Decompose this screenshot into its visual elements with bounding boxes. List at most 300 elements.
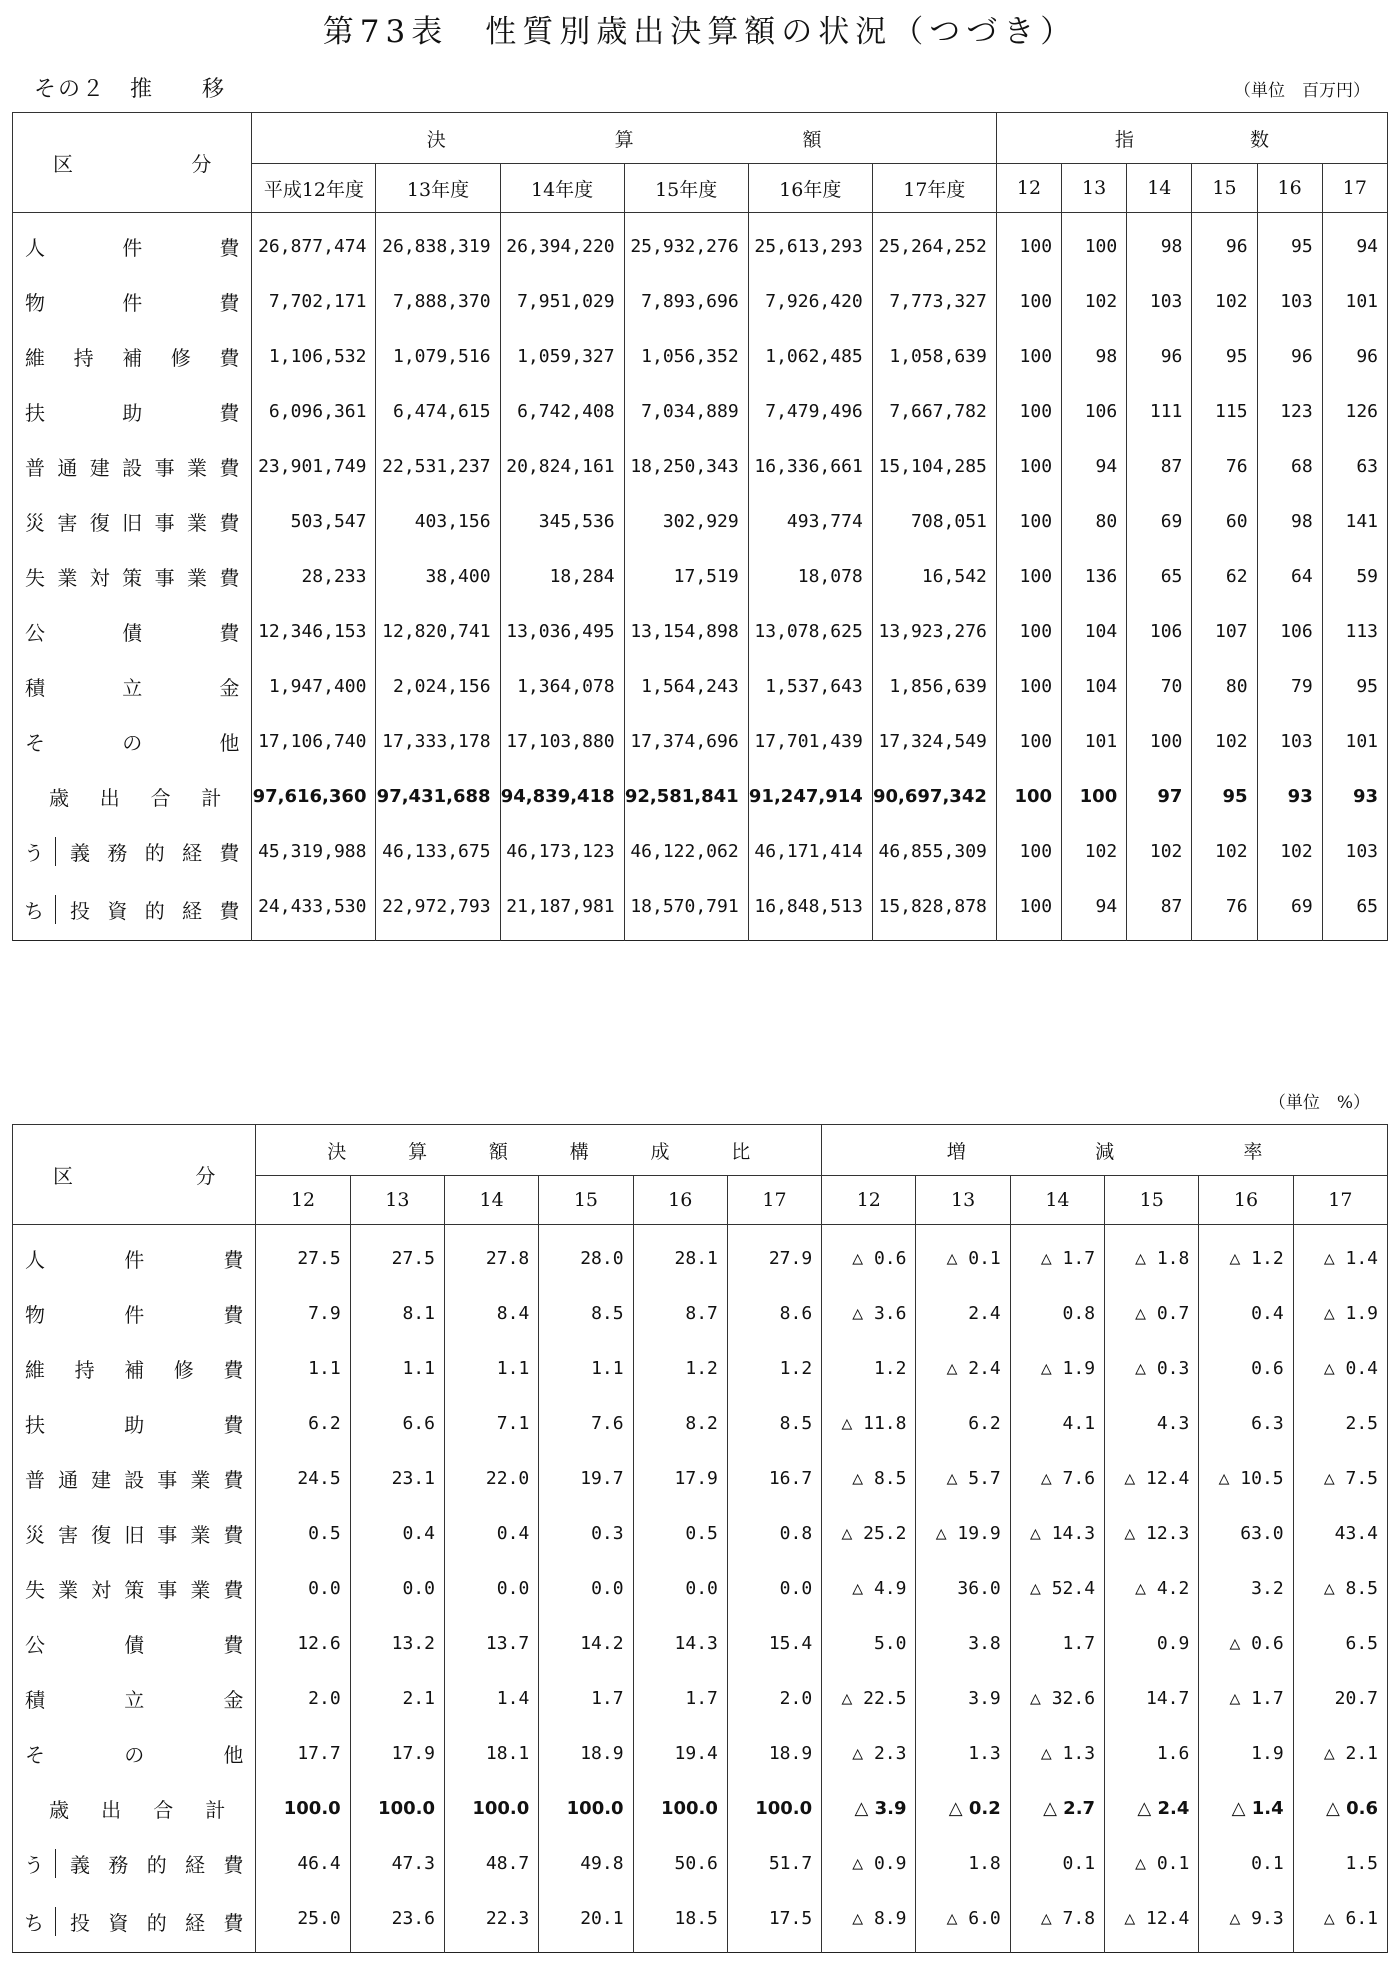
table-row xyxy=(13,494,1388,549)
ratio-cell: 1.1 xyxy=(444,1341,538,1396)
row-label-char: 事 xyxy=(154,511,175,535)
index-cell: 102 xyxy=(1192,824,1257,879)
row-label-char: 積 xyxy=(25,676,45,700)
ratio-cell: 0.3 xyxy=(539,1506,633,1561)
index-cell: 102 xyxy=(1062,824,1127,879)
row-label-char: 公 xyxy=(25,1633,45,1657)
table-row xyxy=(13,1341,1388,1396)
index-cell: 87 xyxy=(1127,879,1192,941)
index-cell: 69 xyxy=(1127,494,1192,549)
ratio-cell: 47.3 xyxy=(350,1836,444,1891)
row-label-char: 公 xyxy=(25,621,45,645)
change-cell: △ 0.2 xyxy=(916,1781,1010,1836)
index-cell: 103 xyxy=(1257,274,1322,329)
ratio-cell: 19.4 xyxy=(633,1726,727,1781)
row-label-char: 件 xyxy=(122,291,143,315)
index-cell: 103 xyxy=(1257,714,1322,769)
amount-cell: 97,431,688 xyxy=(376,769,500,824)
ratio-cell: 23.6 xyxy=(350,1891,444,1953)
change-cell: △ 12.3 xyxy=(1105,1506,1199,1561)
amount-cell: 90,697,342 xyxy=(872,769,996,824)
ratio-cell: 17.7 xyxy=(256,1726,350,1781)
amount-cell: 92,581,841 xyxy=(624,769,748,824)
row-label-char: 積 xyxy=(25,1688,45,1712)
amount-cell: 46,173,123 xyxy=(500,824,624,879)
ratio-cell: 100.0 xyxy=(539,1781,633,1836)
row-label-char: 対 xyxy=(91,1578,112,1602)
change-cell: △ 0.3 xyxy=(1105,1341,1199,1396)
index-cell: 87 xyxy=(1127,439,1192,494)
section-subtitle: その２ 推 移 xyxy=(34,77,227,102)
row-label-char: 助 xyxy=(122,401,143,425)
row-label-char: の xyxy=(124,1743,145,1767)
table-row xyxy=(13,1671,1388,1726)
row-label-char: 費 xyxy=(223,1358,244,1382)
row-label-char: 金 xyxy=(219,676,240,700)
amount-cell: 17,701,439 xyxy=(748,714,872,769)
ratio-cell: 1.7 xyxy=(633,1671,727,1726)
amount-cell: 302,929 xyxy=(624,494,748,549)
row-label-char: 費 xyxy=(223,1578,244,1602)
ratio-cell: 18.1 xyxy=(444,1726,538,1781)
header-year: 16年度 xyxy=(748,164,872,213)
row-label xyxy=(13,213,252,275)
change-cell: △ 25.2 xyxy=(822,1506,916,1561)
amount-cell: 17,103,880 xyxy=(500,714,624,769)
index-cell: 65 xyxy=(1127,549,1192,604)
row-label-char: 立 xyxy=(122,676,143,700)
change-cell: △ 19.9 xyxy=(916,1506,1010,1561)
amount-cell: 1,079,516 xyxy=(376,329,500,384)
header-char: 数 xyxy=(1249,128,1269,151)
amount-cell: 7,888,370 xyxy=(376,274,500,329)
amount-cell: 25,613,293 xyxy=(748,213,872,275)
index-cell: 93 xyxy=(1322,769,1387,824)
header-kubun xyxy=(13,1125,256,1225)
amount-cell: 493,774 xyxy=(748,494,872,549)
amount-cell: 22,972,793 xyxy=(376,879,500,941)
amount-cell: 26,838,319 xyxy=(376,213,500,275)
change-cell: △ 1.4 xyxy=(1199,1781,1293,1836)
ratio-cell: 0.4 xyxy=(444,1506,538,1561)
row-label xyxy=(13,494,252,549)
row-label-char: 費 xyxy=(223,1468,244,1492)
amount-cell: 15,828,878 xyxy=(872,879,996,941)
ratio-cell: 18.9 xyxy=(539,1726,633,1781)
index-cell: 126 xyxy=(1322,384,1387,439)
amount-cell: 7,667,782 xyxy=(872,384,996,439)
row-label-char: 人 xyxy=(25,236,45,260)
amount-cell: 7,702,171 xyxy=(252,274,376,329)
row-label-char: 補 xyxy=(124,1358,145,1382)
row-label-char: 害 xyxy=(58,1523,79,1547)
change-cell: △ 1.8 xyxy=(1105,1225,1199,1287)
row-label-char: 件 xyxy=(122,236,143,260)
header-char: 減 xyxy=(1095,1140,1115,1163)
row-label-char: 費 xyxy=(223,1303,244,1327)
amount-cell: 503,547 xyxy=(252,494,376,549)
ratio-cell: 46.4 xyxy=(256,1836,350,1891)
header-char: 額 xyxy=(488,1140,508,1163)
amount-cell: 24,433,530 xyxy=(252,879,376,941)
index-cell: 100 xyxy=(996,604,1061,659)
row-label xyxy=(13,1671,256,1726)
change-cell: △ 1.4 xyxy=(1293,1225,1387,1287)
row-label xyxy=(13,1451,256,1506)
amount-cell: 7,034,889 xyxy=(624,384,748,439)
index-cell: 65 xyxy=(1322,879,1387,941)
row-label-char: 通 xyxy=(57,456,78,480)
amount-cell: 13,154,898 xyxy=(624,604,748,659)
row-label-char: 維 xyxy=(25,346,45,370)
ratio-cell: 51.7 xyxy=(727,1836,821,1891)
ratio-cell: 1.1 xyxy=(350,1341,444,1396)
header-char: 決 xyxy=(426,128,446,151)
amount-cell: 20,824,161 xyxy=(500,439,624,494)
amount-cell: 16,848,513 xyxy=(748,879,872,941)
index-cell: 59 xyxy=(1322,549,1387,604)
composition-change-table xyxy=(12,1124,1388,1953)
ratio-cell: 8.2 xyxy=(633,1396,727,1451)
change-cell: △ 22.5 xyxy=(822,1671,916,1726)
index-cell: 106 xyxy=(1257,604,1322,659)
row-label-char: 旧 xyxy=(122,511,143,535)
row-label-char: 対 xyxy=(89,566,110,590)
index-cell: 69 xyxy=(1257,879,1322,941)
index-cell: 102 xyxy=(1062,274,1127,329)
change-cell: △ 1.2 xyxy=(1199,1225,1293,1287)
index-cell: 68 xyxy=(1257,439,1322,494)
change-cell: △ 52.4 xyxy=(1010,1561,1104,1616)
row-label-char: 人 xyxy=(25,1248,45,1272)
row-label-char: 補 xyxy=(122,346,143,370)
row-label-char: 計 xyxy=(201,786,222,810)
ratio-cell: 1.2 xyxy=(633,1341,727,1396)
ratio-cell: 7.6 xyxy=(539,1396,633,1451)
index-cell: 93 xyxy=(1257,769,1322,824)
amount-cell: 6,474,615 xyxy=(376,384,500,439)
change-cell: 3.9 xyxy=(916,1671,1010,1726)
header-group-change xyxy=(822,1125,1388,1176)
header-kubun-char: 分 xyxy=(191,152,212,176)
amount-cell: 46,133,675 xyxy=(376,824,500,879)
index-cell: 100 xyxy=(996,769,1061,824)
index-cell: 106 xyxy=(1062,384,1127,439)
index-cell: 102 xyxy=(1257,824,1322,879)
row-label-char: 業 xyxy=(190,1523,211,1547)
change-cell: 4.3 xyxy=(1105,1396,1199,1451)
amount-cell: 25,264,252 xyxy=(872,213,996,275)
index-cell: 104 xyxy=(1062,659,1127,714)
index-cell: 100 xyxy=(996,329,1061,384)
index-cell: 113 xyxy=(1322,604,1387,659)
ratio-cell: 7.1 xyxy=(444,1396,538,1451)
header-char: 算 xyxy=(614,128,634,151)
ratio-cell: 22.0 xyxy=(444,1451,538,1506)
change-cell: △ 1.9 xyxy=(1010,1341,1104,1396)
index-cell: 98 xyxy=(1257,494,1322,549)
change-cell: △ 1.7 xyxy=(1010,1225,1104,1287)
amount-cell: 13,923,276 xyxy=(872,604,996,659)
table-row xyxy=(13,329,1388,384)
table-row xyxy=(13,1396,1388,1451)
header-char: 指 xyxy=(1114,128,1134,151)
ratio-cell: 1.2 xyxy=(727,1341,821,1396)
row-label-char: 扶 xyxy=(25,401,45,425)
index-cell: 102 xyxy=(1127,824,1192,879)
index-cell: 123 xyxy=(1257,384,1322,439)
row-label-char: 業 xyxy=(190,1578,211,1602)
table-row xyxy=(13,1286,1388,1341)
index-cell: 96 xyxy=(1127,329,1192,384)
index-cell: 100 xyxy=(996,824,1061,879)
index-cell: 76 xyxy=(1192,439,1257,494)
amount-cell: 1,564,243 xyxy=(624,659,748,714)
amount-cell: 13,078,625 xyxy=(748,604,872,659)
header-char: 増 xyxy=(946,1140,966,1163)
expenditure-amount-table xyxy=(12,112,1388,941)
row-label xyxy=(13,604,252,659)
row-label-char: 維 xyxy=(25,1358,45,1382)
row-label xyxy=(13,439,252,494)
ratio-cell: 100.0 xyxy=(350,1781,444,1836)
table-row xyxy=(13,384,1388,439)
row-label xyxy=(13,549,252,604)
ratio-cell: 0.4 xyxy=(350,1506,444,1561)
index-cell: 115 xyxy=(1192,384,1257,439)
change-cell: △ 12.4 xyxy=(1105,1451,1199,1506)
amount-cell: 1,537,643 xyxy=(748,659,872,714)
header-year: 14 xyxy=(1010,1176,1104,1225)
amount-cell: 2,024,156 xyxy=(376,659,500,714)
header-year: 13 xyxy=(1062,164,1127,213)
index-cell: 100 xyxy=(996,879,1061,941)
row-label-char: 持 xyxy=(73,346,94,370)
header-year: 15 xyxy=(539,1176,633,1225)
header-char: 比 xyxy=(731,1140,751,1163)
amount-cell: 1,106,532 xyxy=(252,329,376,384)
change-cell: 0.9 xyxy=(1105,1616,1199,1671)
row-label-char: 計 xyxy=(205,1798,226,1822)
row-label-char: 業 xyxy=(186,456,207,480)
change-cell: 0.4 xyxy=(1199,1286,1293,1341)
row-label-char: 費 xyxy=(223,1633,244,1657)
total-row xyxy=(13,1781,1388,1836)
index-cell: 98 xyxy=(1062,329,1127,384)
sub-row xyxy=(13,879,1388,941)
uchi-char: う xyxy=(24,841,44,865)
change-cell: △ 1.3 xyxy=(1010,1726,1104,1781)
header-year: 13 xyxy=(350,1176,444,1225)
row-label-char: 持 xyxy=(74,1358,95,1382)
change-cell: △ 9.3 xyxy=(1199,1891,1293,1953)
header-kubun-char: 分 xyxy=(195,1164,216,1188)
index-cell: 100 xyxy=(996,659,1061,714)
ratio-cell: 20.1 xyxy=(539,1891,633,1953)
change-cell: △ 0.6 xyxy=(822,1225,916,1287)
ratio-cell: 14.3 xyxy=(633,1616,727,1671)
row-label xyxy=(13,1341,256,1396)
row-label-char: 通 xyxy=(58,1468,79,1492)
index-cell: 94 xyxy=(1322,213,1387,275)
index-cell: 94 xyxy=(1062,879,1127,941)
amount-cell: 17,106,740 xyxy=(252,714,376,769)
change-cell: △ 0.9 xyxy=(822,1836,916,1891)
amount-cell: 46,122,062 xyxy=(624,824,748,879)
sub-row xyxy=(13,824,1388,879)
change-cell: △ 8.5 xyxy=(1293,1561,1387,1616)
change-cell: △ 0.4 xyxy=(1293,1341,1387,1396)
change-cell: 1.3 xyxy=(916,1726,1010,1781)
ratio-cell: 8.4 xyxy=(444,1286,538,1341)
amount-cell: 45,319,988 xyxy=(252,824,376,879)
change-cell: △ 0.1 xyxy=(1105,1836,1199,1891)
amount-cell: 46,171,414 xyxy=(748,824,872,879)
index-cell: 76 xyxy=(1192,879,1257,941)
change-cell: △ 2.1 xyxy=(1293,1726,1387,1781)
amount-cell: 21,187,981 xyxy=(500,879,624,941)
index-cell: 100 xyxy=(996,549,1061,604)
row-label-char: 的 xyxy=(144,899,165,923)
row-label-char: 業 xyxy=(186,511,207,535)
amount-cell: 94,839,418 xyxy=(500,769,624,824)
row-label-char: 合 xyxy=(150,786,171,810)
ratio-cell: 0.0 xyxy=(539,1561,633,1616)
ratio-cell: 0.0 xyxy=(350,1561,444,1616)
row-label-char: 経 xyxy=(182,899,203,923)
amount-cell: 403,156 xyxy=(376,494,500,549)
row-label xyxy=(13,384,252,439)
ratio-cell: 0.0 xyxy=(633,1561,727,1616)
ratio-cell: 8.5 xyxy=(727,1396,821,1451)
change-cell: 0.1 xyxy=(1199,1836,1293,1891)
ratio-cell: 8.6 xyxy=(727,1286,821,1341)
row-label xyxy=(13,329,252,384)
index-cell: 106 xyxy=(1127,604,1192,659)
row-label-char: 業 xyxy=(57,566,78,590)
change-cell: 1.8 xyxy=(916,1836,1010,1891)
ratio-cell: 13.2 xyxy=(350,1616,444,1671)
ratio-cell: 23.1 xyxy=(350,1451,444,1506)
index-cell: 100 xyxy=(996,213,1061,275)
amount-cell: 16,336,661 xyxy=(748,439,872,494)
ratio-cell: 18.5 xyxy=(633,1891,727,1953)
row-label-char: そ xyxy=(25,731,45,755)
header-year: 平成12年度 xyxy=(252,164,376,213)
row-label-char: 義 xyxy=(70,841,90,865)
index-cell: 104 xyxy=(1062,604,1127,659)
index-cell: 111 xyxy=(1127,384,1192,439)
amount-cell: 38,400 xyxy=(376,549,500,604)
change-cell: △ 7.5 xyxy=(1293,1451,1387,1506)
ratio-cell: 27.5 xyxy=(350,1225,444,1287)
change-cell: △ 10.5 xyxy=(1199,1451,1293,1506)
header-char: 構 xyxy=(569,1140,589,1163)
index-cell: 100 xyxy=(996,439,1061,494)
change-cell: 5.0 xyxy=(822,1616,916,1671)
row-label-char: 債 xyxy=(124,1633,145,1657)
row-label-char: 失 xyxy=(25,566,45,590)
row-label-char: 復 xyxy=(89,511,110,535)
change-cell: △ 14.3 xyxy=(1010,1506,1104,1561)
row-label-char: 事 xyxy=(154,456,175,480)
index-cell: 101 xyxy=(1322,274,1387,329)
change-cell: △ 8.5 xyxy=(822,1451,916,1506)
row-label-char: 助 xyxy=(124,1413,145,1437)
row-label-char: 修 xyxy=(170,346,191,370)
row-label xyxy=(13,1616,256,1671)
change-cell: 63.0 xyxy=(1199,1506,1293,1561)
header-year: 15 xyxy=(1105,1176,1199,1225)
index-cell: 95 xyxy=(1257,213,1322,275)
change-cell: 43.4 xyxy=(1293,1506,1387,1561)
row-label-char: 債 xyxy=(122,621,143,645)
header-year: 13 xyxy=(916,1176,1010,1225)
amount-cell: 7,926,420 xyxy=(748,274,872,329)
change-cell: △ 0.6 xyxy=(1199,1616,1293,1671)
change-cell: △ 6.1 xyxy=(1293,1891,1387,1953)
row-label xyxy=(13,879,252,941)
change-cell: 1.2 xyxy=(822,1341,916,1396)
row-label-char: 旧 xyxy=(124,1523,145,1547)
row-label-char: 業 xyxy=(190,1468,211,1492)
row-label-char: 普 xyxy=(25,1468,45,1492)
row-label xyxy=(13,659,252,714)
index-cell: 103 xyxy=(1322,824,1387,879)
row-label-char: 建 xyxy=(91,1468,112,1492)
ratio-cell: 15.4 xyxy=(727,1616,821,1671)
row-label-char: 的 xyxy=(146,1853,167,1877)
amount-cell: 26,394,220 xyxy=(500,213,624,275)
header-group-index xyxy=(996,113,1387,164)
index-cell: 79 xyxy=(1257,659,1322,714)
row-label-char: 復 xyxy=(91,1523,112,1547)
row-label-char: 物 xyxy=(25,291,45,315)
change-cell: △ 11.8 xyxy=(822,1396,916,1451)
ratio-cell: 0.0 xyxy=(444,1561,538,1616)
ratio-cell: 22.3 xyxy=(444,1891,538,1953)
ratio-cell: 50.6 xyxy=(633,1836,727,1891)
ratio-cell: 27.5 xyxy=(256,1225,350,1287)
ratio-cell: 17.5 xyxy=(727,1891,821,1953)
table-row xyxy=(13,1561,1388,1616)
row-label-char: 資 xyxy=(107,899,128,923)
index-cell: 60 xyxy=(1192,494,1257,549)
row-label-char: 費 xyxy=(219,899,240,923)
amount-cell: 17,374,696 xyxy=(624,714,748,769)
ratio-cell: 8.7 xyxy=(633,1286,727,1341)
row-label-char: 修 xyxy=(173,1358,194,1382)
index-cell: 141 xyxy=(1322,494,1387,549)
ratio-cell: 16.7 xyxy=(727,1451,821,1506)
row-label-char: 義 xyxy=(70,1853,90,1877)
amount-cell: 97,616,360 xyxy=(252,769,376,824)
header-year: 14 xyxy=(1127,164,1192,213)
row-label-char: 費 xyxy=(219,511,240,535)
header-year: 14年度 xyxy=(500,164,624,213)
amount-cell: 46,855,309 xyxy=(872,824,996,879)
header-year: 13年度 xyxy=(376,164,500,213)
ratio-cell: 19.7 xyxy=(539,1451,633,1506)
header-char: 決 xyxy=(327,1140,347,1163)
change-cell: 14.7 xyxy=(1105,1671,1199,1726)
amount-cell: 17,333,178 xyxy=(376,714,500,769)
amount-cell: 18,078 xyxy=(748,549,872,604)
amount-cell: 12,346,153 xyxy=(252,604,376,659)
row-label-char: 資 xyxy=(108,1911,129,1935)
change-cell: 20.7 xyxy=(1293,1671,1387,1726)
amount-cell: 7,773,327 xyxy=(872,274,996,329)
